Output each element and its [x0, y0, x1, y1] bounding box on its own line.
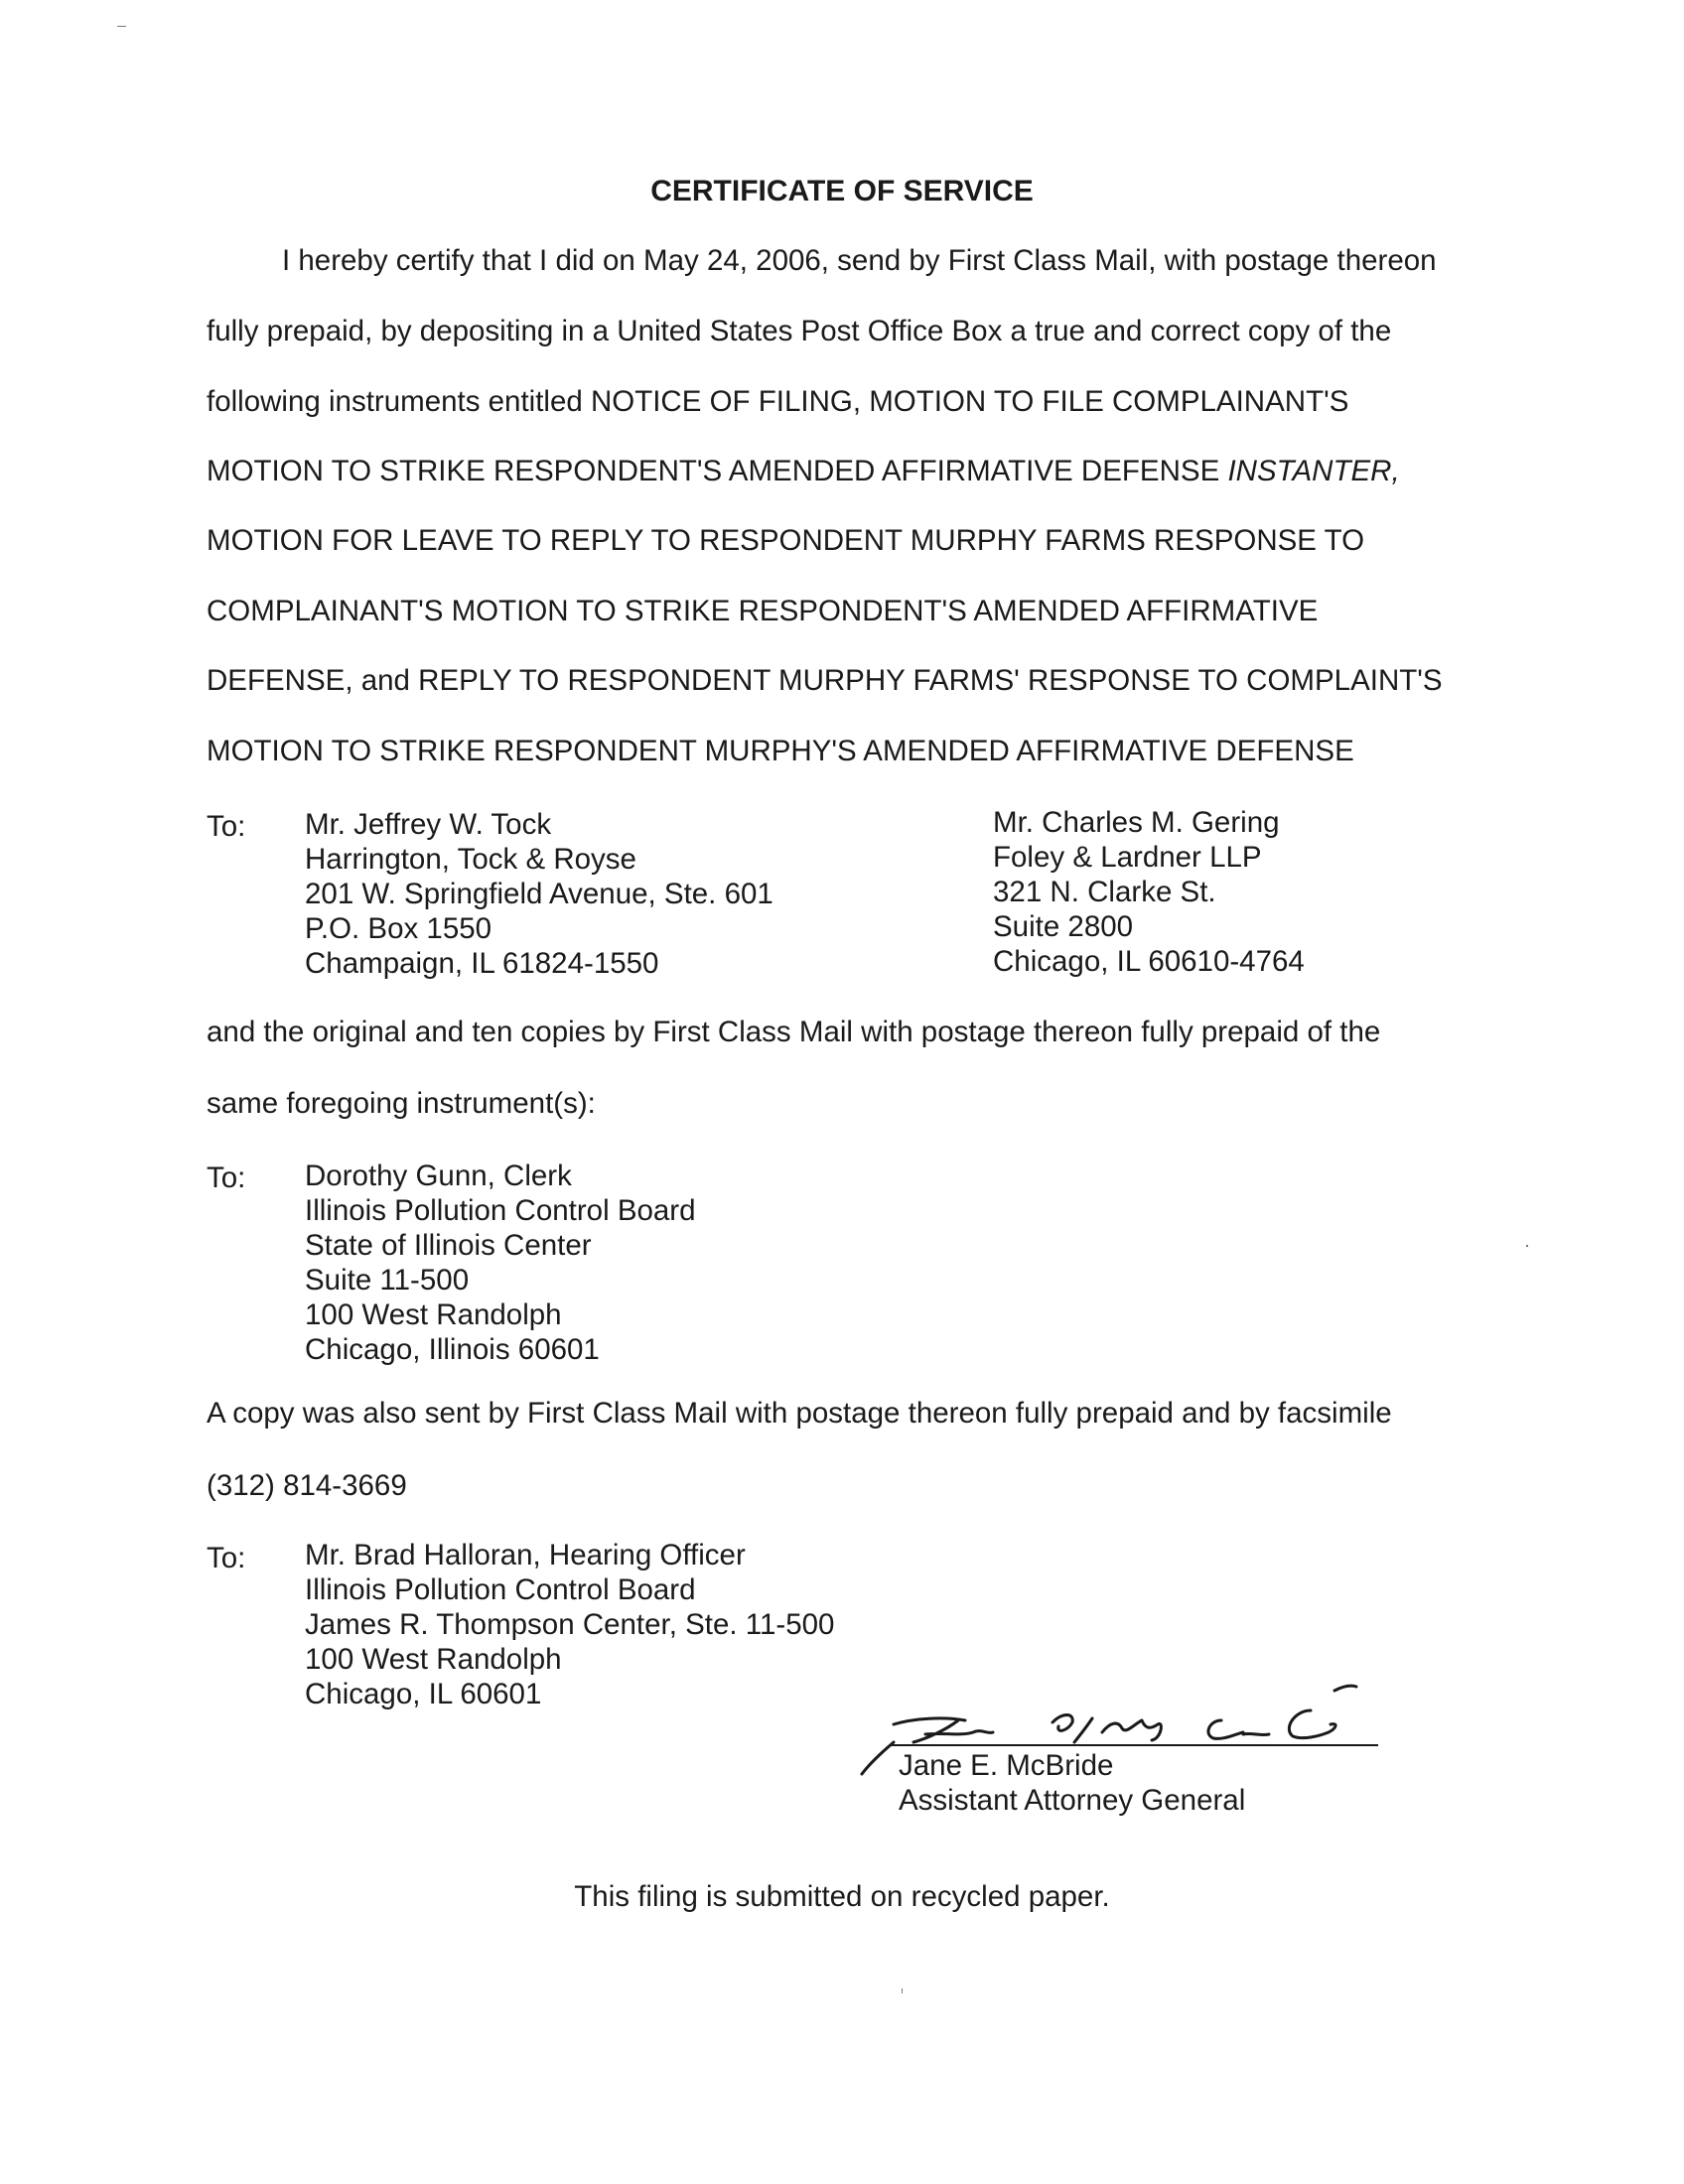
- address-line: Suite 11-500: [305, 1264, 470, 1297]
- paragraph-line: MOTION TO STRIKE RESPONDENT MURPHY'S AMENDED AFFIRMATIVE DEFENSE: [207, 735, 1354, 767]
- recipient-address-gering: [993, 805, 1305, 979]
- paragraph-line: I hereby certify that I did on May 24, 2006, send by First Class Mail, with postage thereon: [282, 244, 1437, 277]
- address-line: Dorothy Gunn, Clerk: [305, 1160, 572, 1192]
- paragraph-line: fully prepaid, by depositing in a United States Post Office Box a true and correct copy of the: [207, 315, 1392, 347]
- document-title: CERTIFICATE OF SERVICE: [650, 175, 1034, 207]
- address-line: 201 W. Springfield Avenue, Ste. 601: [305, 878, 773, 910]
- scan-artifact: [117, 26, 126, 27]
- address-line: Champaign, IL 61824-1550: [305, 947, 659, 980]
- recycled-paper-note: This filing is submitted on recycled paper.: [574, 1880, 1110, 1913]
- address-line: Chicago, IL 60610-4764: [993, 945, 1305, 978]
- address-line: Illinois Pollution Control Board: [305, 1573, 696, 1606]
- recipient-address-hearing-officer: [305, 1538, 834, 1711]
- signature-block: [899, 1748, 1245, 1818]
- address-line: Illinois Pollution Control Board: [305, 1194, 696, 1227]
- paragraph-line: (312) 814-3669: [207, 1469, 407, 1502]
- paragraph-line: MOTION FOR LEAVE TO REPLY TO RESPONDENT MURPHY FARMS RESPONSE TO: [207, 524, 1365, 557]
- address-line: James R. Thompson Center, Ste. 11-500: [305, 1608, 835, 1641]
- to-label: To:: [207, 1161, 246, 1194]
- paragraph-line: [207, 455, 1400, 488]
- address-line: 321 N. Clarke St.: [993, 876, 1216, 908]
- recipient-address-tock: [305, 807, 773, 981]
- address-line: Chicago, IL 60601: [305, 1678, 542, 1710]
- signer-title: Assistant Attorney General: [899, 1784, 1246, 1817]
- address-line: Mr. Charles M. Gering: [993, 806, 1280, 839]
- address-line: 100 West Randolph: [305, 1298, 562, 1331]
- signer-name: Jane E. McBride: [899, 1749, 1114, 1782]
- scan-artifact: [902, 1988, 903, 1993]
- address-line: Suite 2800: [993, 910, 1134, 943]
- address-line: Harrington, Tock & Royse: [305, 843, 636, 876]
- recipient-address-clerk: [305, 1159, 696, 1367]
- instanter-italic: INSTANTER,: [1227, 455, 1400, 487]
- paragraph-line: A copy was also sent by First Class Mail with postage thereon fully prepaid and by facsimile: [207, 1397, 1392, 1430]
- address-line: Mr. Jeffrey W. Tock: [305, 808, 552, 841]
- address-line: Mr. Brad Halloran, Hearing Officer: [305, 1539, 746, 1571]
- paragraph-line: and the original and ten copies by First Class Mail with postage thereon fully prepaid of the: [207, 1016, 1381, 1048]
- address-line: State of Illinois Center: [305, 1229, 592, 1262]
- paragraph-line: following instruments entitled NOTICE OF FILING, MOTION TO FILE COMPLAINANT'S: [207, 385, 1349, 418]
- paragraph-line: DEFENSE, and REPLY TO RESPONDENT MURPHY FARMS' RESPONSE TO COMPLAINT'S: [207, 664, 1443, 697]
- paragraph-line: same foregoing instrument(s):: [207, 1087, 596, 1120]
- scan-artifact: [1526, 1245, 1528, 1247]
- to-label: To:: [207, 1542, 246, 1574]
- address-line: P.O. Box 1550: [305, 912, 492, 945]
- signature-line: [892, 1744, 1378, 1746]
- paragraph-line: COMPLAINANT'S MOTION TO STRIKE RESPONDENT'S AMENDED AFFIRMATIVE: [207, 595, 1319, 627]
- address-line: Foley & Lardner LLP: [993, 841, 1262, 874]
- address-line: Chicago, Illinois 60601: [305, 1333, 600, 1366]
- to-label: To:: [207, 810, 246, 843]
- address-line: 100 West Randolph: [305, 1643, 562, 1676]
- paragraph-line-text: MOTION TO STRIKE RESPONDENT'S AMENDED AFFIRMATIVE DEFENSE: [207, 455, 1228, 487]
